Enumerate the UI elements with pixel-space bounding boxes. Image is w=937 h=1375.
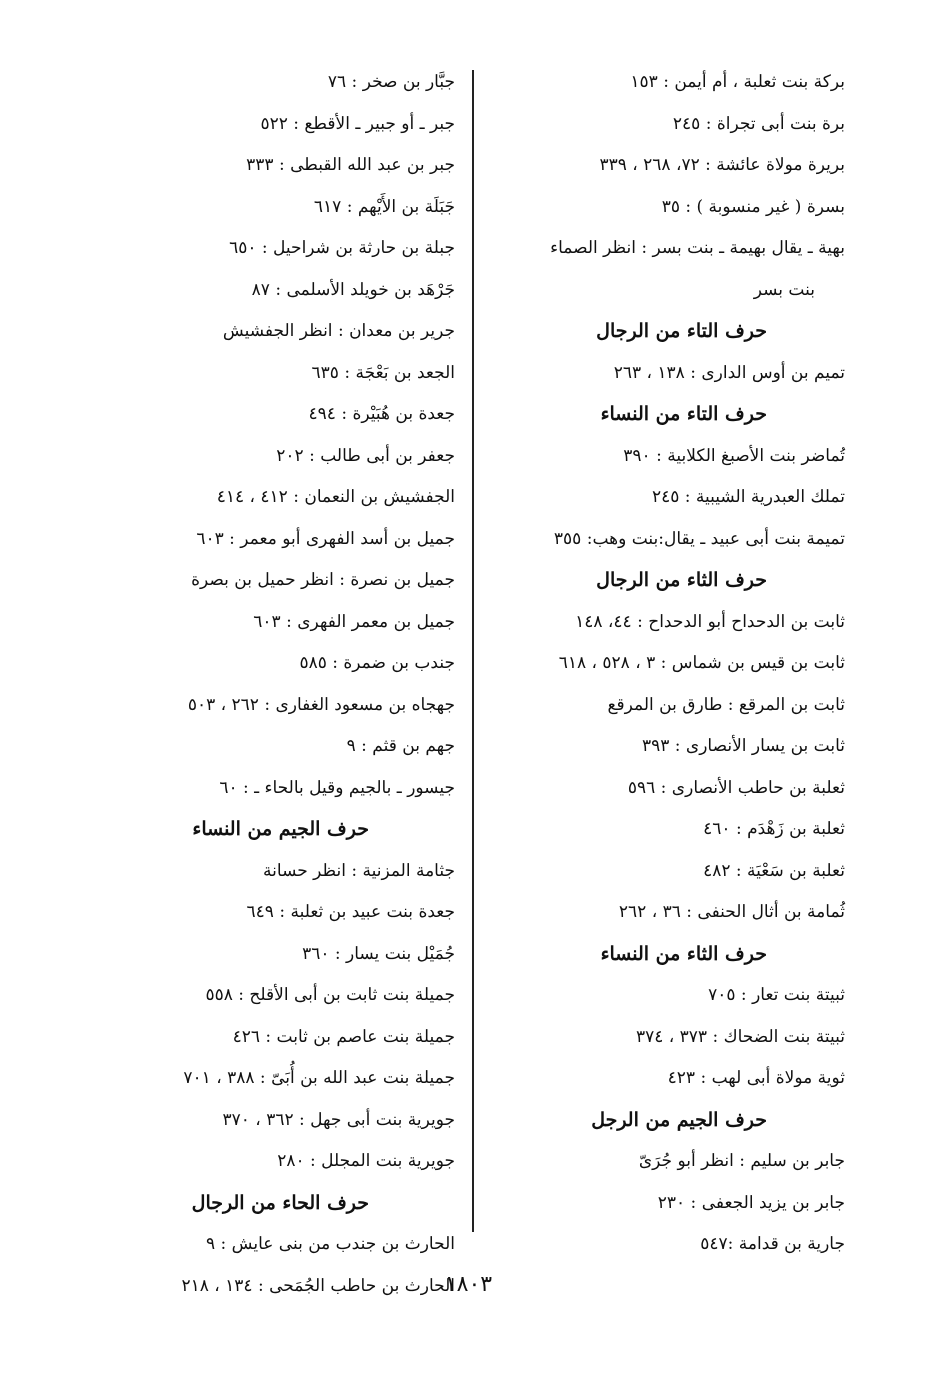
index-entry: جميل بن أسد الفهرى أبو معمر : ٦٠٣ [196,528,455,549]
index-entry: ثعلبة بن سَعْيَة : ٤٨٢ [703,860,845,881]
section-heading: حرف الحاء من الرجال [191,1191,369,1214]
index-entry: بسرة ( غير منسوبة ) : ٣٥ [661,196,845,217]
index-entry: جميل بن معمر الفهرى : ٦٠٣ [253,611,455,632]
index-entry: الجعد بن بَعْجَة : ٦٣٥ [311,362,455,383]
page-number: ١٨٠٣ [444,1272,493,1297]
index-entry: جميل بن نصرة : انظر حميل بن بصرة [191,570,455,590]
index-entry: ثوية مولاة أبى لهب : ٤٢٣ [667,1068,845,1088]
index-entry: جندب بن ضمرة : ٥٨٥ [299,653,455,673]
index-entry: ثعلبة بن زَهْدَم : ٤٦٠ [703,819,845,839]
index-entry: ثبيتة بنت الضحاك : ٣٧٣ ، ٣٧٤ [635,1026,845,1047]
index-entry: جهم بن قثم : ٩ [346,736,455,756]
index-entry: تُماضر بنت الأصبغ الكلابية : ٣٩٠ [623,445,845,466]
section-heading: حرف الجيم من النساء [192,818,369,840]
index-entry: تميم بن أوس الدارى : ١٣٨ ، ٢٦٣ [613,362,845,383]
index-entry-continuation: بنت بسر [753,279,815,300]
section-heading: حرف الجيم من الرجل [591,1108,767,1131]
index-entry: بريرة مولاة عائشة : ٧٢، ٢٦٨ ، ٣٣٩ [599,155,845,175]
index-entry: جبر بن عبد الله القبطى : ٣٣٣ [246,155,455,175]
index-entry: جميلة بنت عبد الله بن أُبَىّ : ٣٨٨ ، ٧٠١ [183,1068,455,1088]
index-entry: جبَّار بن صخر : ٧٦ [327,72,455,92]
index-entry: الجفشيش بن النعمان : ٤١٢ ، ٤١٤ [216,487,455,507]
index-entry: جابر بن سليم : انظر أبو جُرَىّ [638,1151,845,1171]
index-entry: جهجاه بن مسعود الغفارى : ٢٦٢ ، ٥٠٣ [187,694,455,715]
index-entry: جميلة بنت عاصم بن ثابت : ٤٢٦ [232,1026,455,1047]
index-entry: بهية ـ يقال بهيمة ـ بنت بسر : انظر الصماء [550,238,845,258]
index-entry: جميلة بنت ثابت بن أبى الأقلح : ٥٥٨ [205,985,455,1005]
index-entry: جُمَيْل بنت يسار : ٣٦٠ [302,943,455,964]
index-entry: جَرْهَد بن خويلد الأسلمى : ٨٧ [251,279,455,300]
section-heading: حرف الثاء من النساء [600,942,767,965]
column-divider [472,70,474,1232]
index-entry: ثابت بن الدحداح أبو الدحداح : ٤٤، ١٤٨ [575,611,845,632]
section-heading: حرف التاء من الرجال [596,320,767,342]
index-entry: جابر بن يزيد الجعفى : ٢٣٠ [657,1192,845,1213]
index-entry: جبر ـ أو جبير ـ الأقطع : ٥٢٢ [260,113,455,134]
index-column-left [95,62,455,1307]
index-entry: ثبيتة بنت تعار : ٧٠٥ [708,985,845,1005]
index-entry: ثابت بن المرقع : طارق بن المرقع [607,694,845,715]
index-entry: تملك العبدرية الشيبية : ٢٤٥ [651,487,845,507]
index-entry: برة بنت أبى تجراة : ٢٤٥ [672,113,845,134]
index-entry: جرير بن معدان : انظر الجفشيش [222,321,455,341]
index-entry: تميمة بنت أبى عبيد ـ يقال:بنت وهب: ٣٥٥ [553,528,845,549]
index-entry: جويرية بنت المجلل : ٢٨٠ [277,1151,455,1171]
index-entry: جويرية بنت أبى جهل : ٣٦٢ ، ٣٧٠ [222,1109,455,1130]
index-entry: جعفر بن أبى طالب : ٢٠٢ [276,445,455,466]
index-entry: جثامة المزنية : انظر حسانة [263,860,455,881]
section-heading: حرف الثاء من الرجال [596,569,767,591]
index-column-right [475,62,845,1266]
index-entry: جارية بن قدامة :٥٤٧ [700,1234,845,1254]
index-entry: ثُمامة بن أثال الحنفى : ٣٦ ، ٢٦٢ [618,902,845,922]
index-entry: الحارث بن جندب من بنى عايش : ٩ [205,1234,455,1254]
index-entry: جَبَلَة بن الأَيْهم : ٦١٧ [313,196,455,217]
index-entry: الحارث بن حاطب الجُمَحى : ١٣٤ ، ٢١٨ [181,1275,455,1296]
index-entry: ثعلبة بن حاطب الأنصارى : ٥٩٦ [627,777,845,798]
index-entry: جبلة بن حارثة بن شراحيل : ٦٥٠ [229,238,455,258]
index-entry: ثابت بن قيس بن شماس : ٣ ، ٥٢٨ ، ٦١٨ [558,653,845,673]
index-entry: بركة بنت ثعلبة ، أم أيمن : ١٥٣ [630,72,845,92]
section-heading: حرف التاء من النساء [600,403,767,425]
index-entry: جيسور ـ بالجيم وقيل بالحاء ـ : ٦٠ [219,777,455,798]
index-entry: ثابت بن يسار الأنصارى : ٣٩٣ [641,736,845,756]
index-entry: جعدة بنت عبيد بن ثعلبة : ٦٤٩ [246,902,455,922]
index-entry: جعدة بن هُبَيْرة : ٤٩٤ [308,404,455,424]
